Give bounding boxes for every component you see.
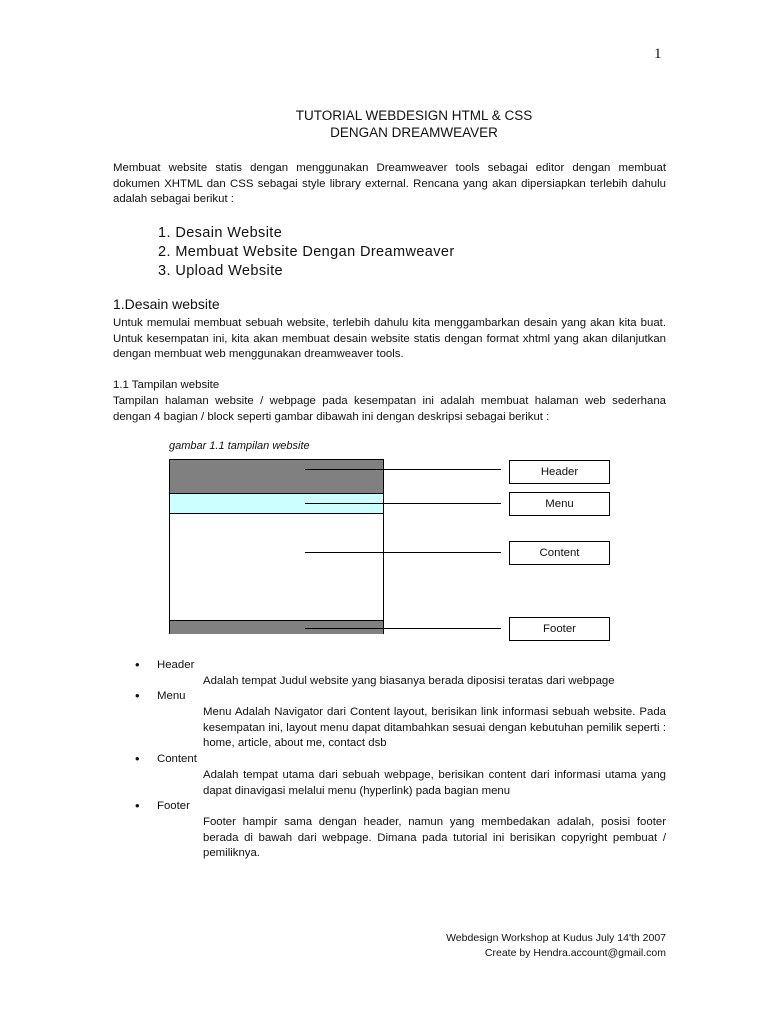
connector-line-content: [305, 552, 501, 553]
connector-line-header: [305, 469, 501, 470]
bullet-term-menu: Menu: [157, 690, 186, 702]
subsection-heading-tampilan: 1.1 Tampilan website: [113, 379, 220, 391]
document-title-line2: DENGAN DREAMWEAVER: [330, 125, 498, 140]
bullet-desc-header: Adalah tempat Judul website yang biasanya berada diposisi teratas dari webpage: [203, 675, 615, 687]
intro-paragraph: Membuat website statis dengan menggunakan Dreamweaver tools sebagai editor dengan membuat dokumen XHTML dan CSS sebagai style library external. Rencana yang akan dipersiapkan terlebih dahulu adalah sebagai berikut :: [113, 162, 666, 205]
bullet-icon: •: [135, 751, 140, 766]
bullet-desc-content: Adalah tempat utama dari sebuah webpage, berisikan content dari informasi utama yang dapat dinavigasi melalui menu (hyperlink) pada bagian menu: [203, 769, 666, 797]
bullet-icon: •: [135, 657, 140, 672]
section-body-desain: Untuk memulai membuat sebuah website, terlebih dahulu kita menggambarkan desain yang akan kita buat. Untuk kesempatan ini, kita akan membuat desain website statis dengan format xhtml yang akan dilanjutkan dengan membuat web menggunakan dreamweaver tools.: [113, 317, 666, 360]
section-heading-desain: 1.Desain website: [113, 296, 220, 312]
diagram-label-footer: Footer: [509, 617, 610, 641]
page-number: 1: [654, 46, 662, 62]
page-footer-author: Create by Hendra.account@gmail.com: [484, 947, 666, 959]
diagram-footer-block: [170, 620, 383, 634]
diagram-label-menu: Menu: [509, 492, 610, 516]
connector-line-footer: [305, 628, 501, 629]
figure-caption: gambar 1.1 tampilan website: [169, 440, 310, 452]
website-layout-diagram: [169, 459, 384, 634]
diagram-header-block: [170, 460, 383, 494]
bullet-term-header: Header: [157, 659, 195, 671]
diagram-menu-block: [170, 494, 383, 514]
step-item-3: 3. Upload Website: [158, 263, 284, 279]
document-title-line1: TUTORIAL WEBDESIGN HTML & CSS: [295, 108, 533, 123]
bullet-icon: •: [135, 798, 140, 813]
bullet-icon: •: [135, 688, 140, 703]
bullet-desc-footer: Footer hampir sama dengan header, namun yang membedakan adalah, posisi footer berada di bawah dari webpage. Dimana pada tutorial ini berisikan copyright pembuat / pemiliknya.: [203, 816, 666, 859]
connector-line-menu: [305, 503, 501, 504]
step-item-2: 2. Membuat Website Dengan Dreamweaver: [158, 244, 455, 260]
bullet-term-content: Content: [157, 753, 197, 765]
bullet-desc-menu: Menu Adalah Navigator dari Content layout, berisikan link informasi sebuah website. Pada kesempatan ini, layout menu dapat ditambahkan sesuai dengan kebutuhan pemilik seperti : home, article, about me, contact dsb: [203, 706, 666, 749]
diagram-label-header: Header: [509, 460, 610, 484]
step-item-1: 1. Desain Website: [158, 225, 283, 241]
diagram-label-content: Content: [509, 541, 610, 565]
subsection-body-tampilan: Tampilan halaman website / webpage pada kesempatan ini adalah membuat halaman web sederhana dengan 4 bagian / block seperti gambar dibawah ini dengan deskripsi sebagai berikut :: [113, 395, 666, 423]
bullet-term-footer: Footer: [157, 800, 190, 812]
page-footer-workshop: Webdesign Workshop at Kudus July 14'th 2007: [446, 932, 666, 944]
